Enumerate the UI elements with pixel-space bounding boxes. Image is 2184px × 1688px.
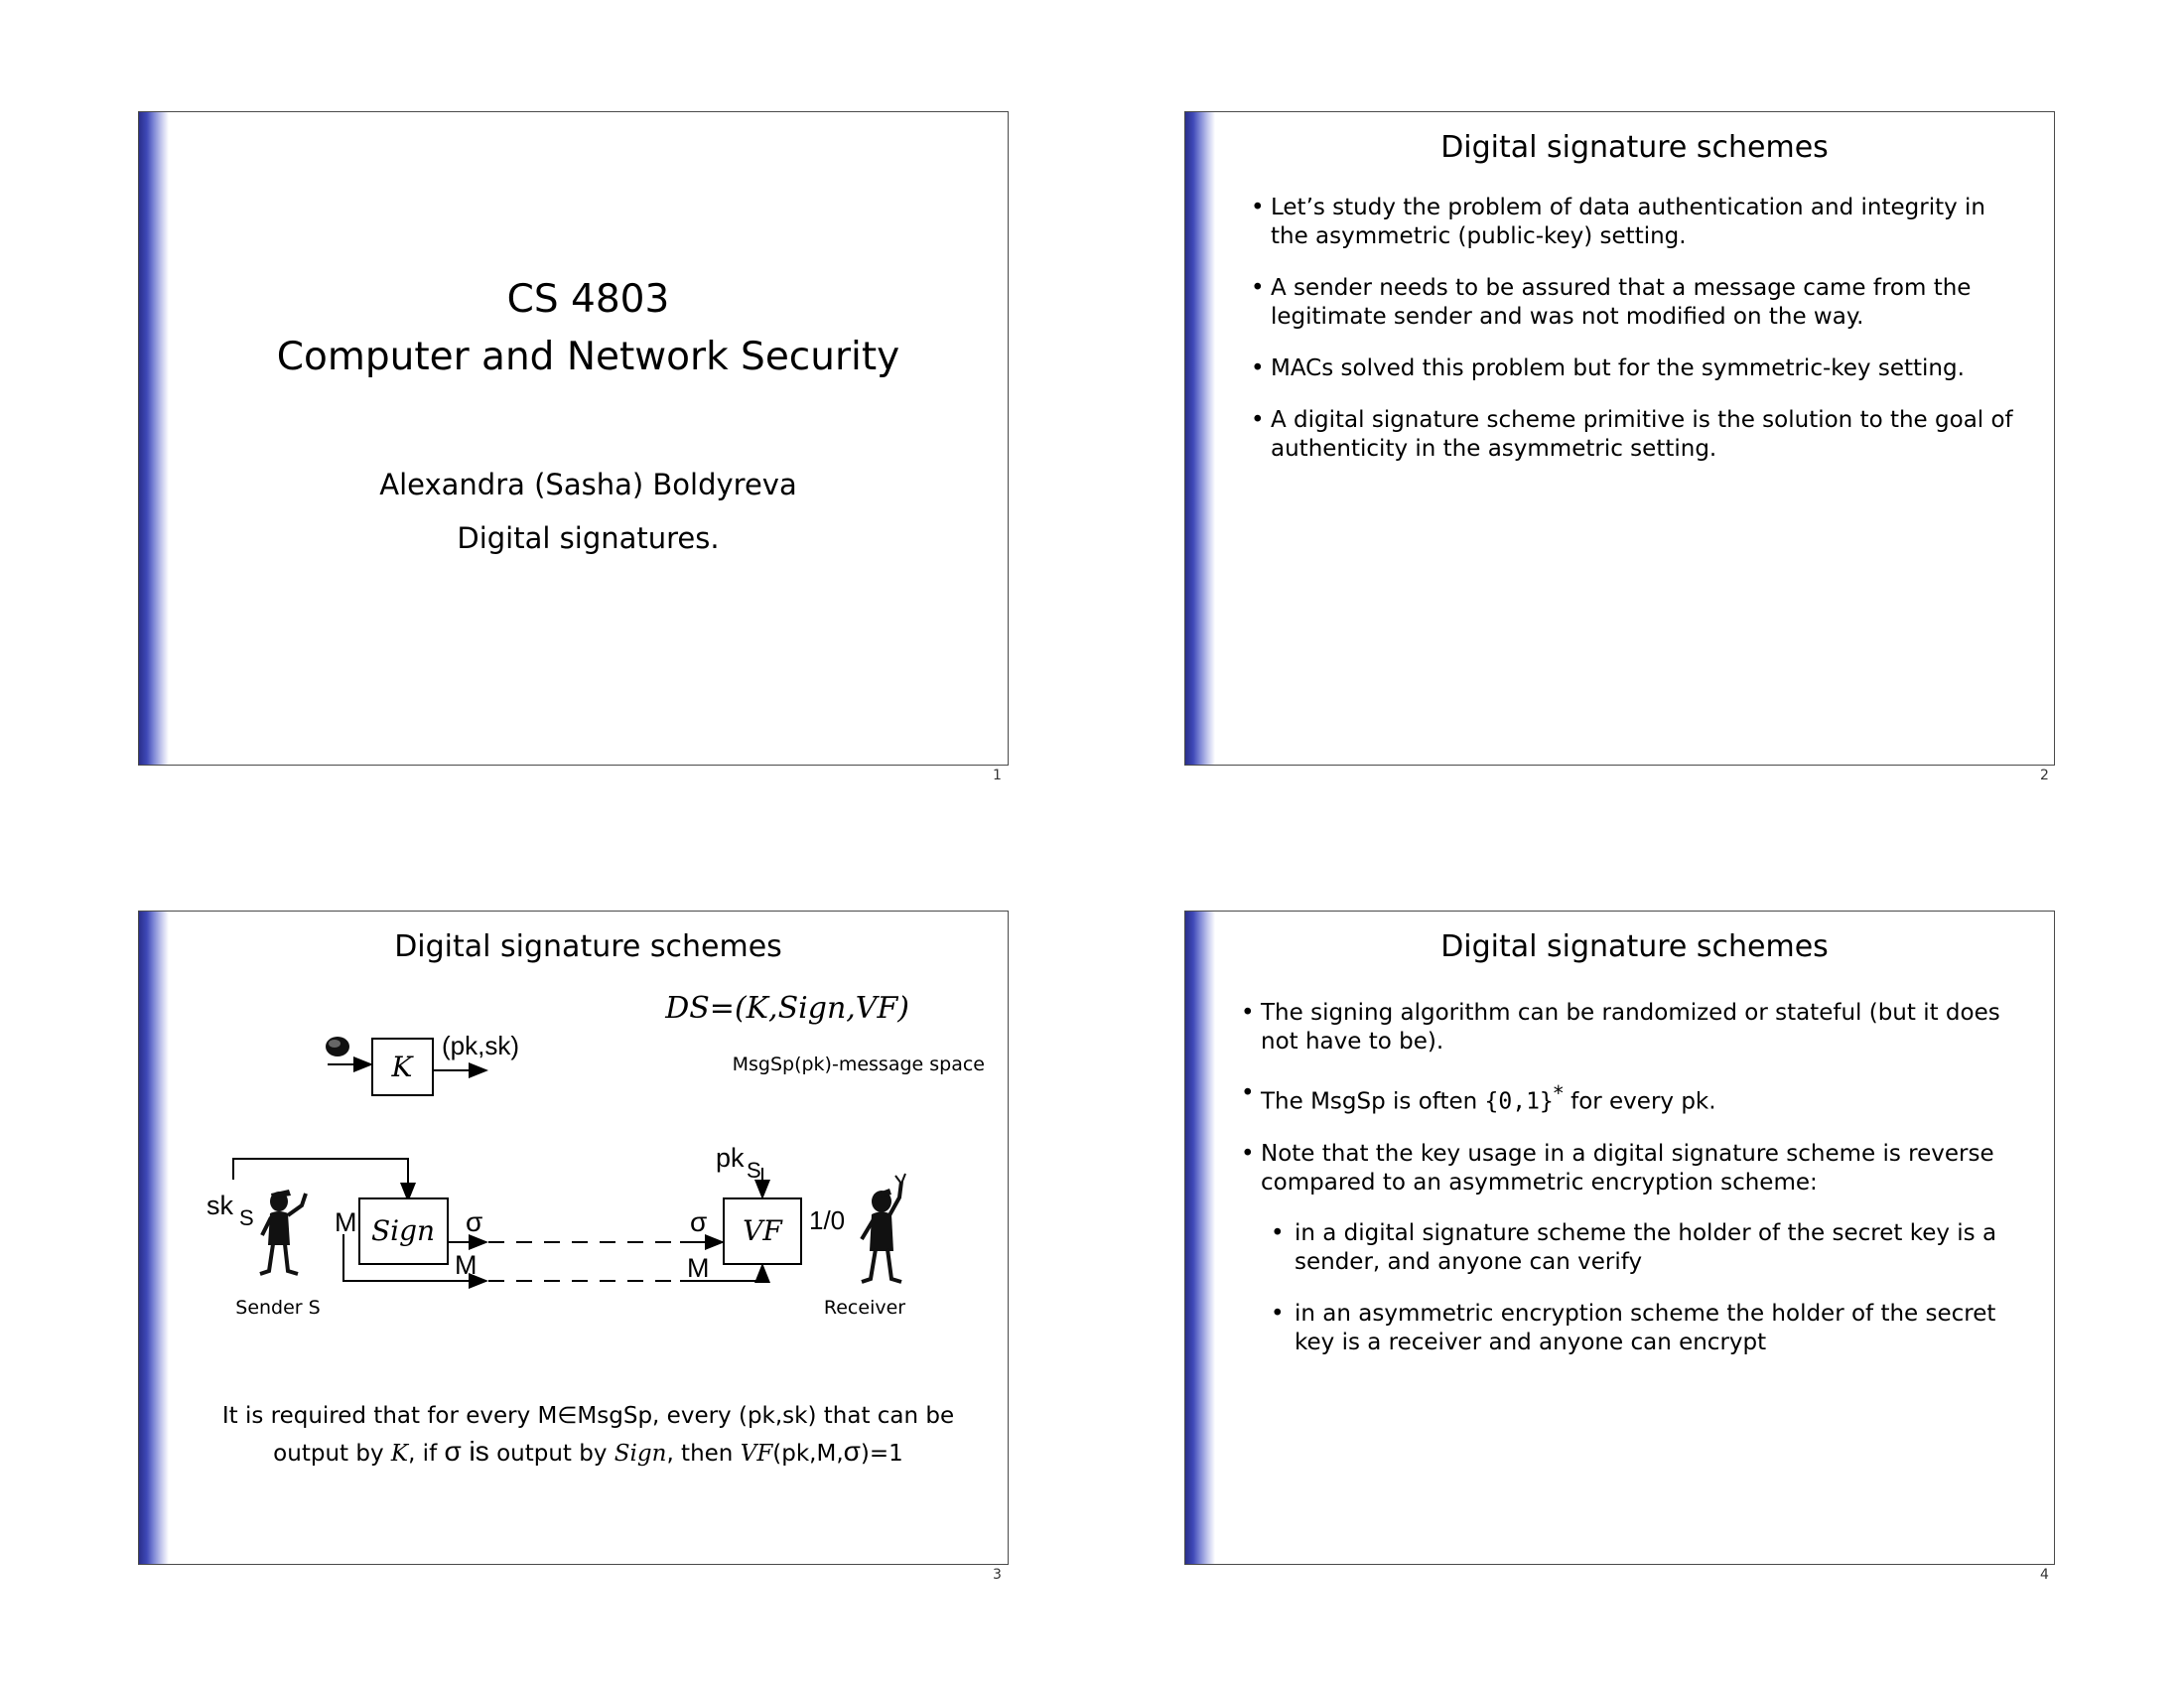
- bullet-item: [1241, 1140, 2014, 1357]
- receiver-figure-icon: [862, 1174, 905, 1282]
- bullet-list: [1251, 194, 2024, 487]
- verify-result-label: 1/0: [809, 1205, 846, 1235]
- sub-bullet-list: [1261, 1219, 2014, 1357]
- coin-icon: [326, 1037, 349, 1056]
- signature-scheme-diagram: [139, 912, 1009, 1388]
- message-space-label: MsgSp(pk)-message space: [732, 1054, 985, 1075]
- slide-1: [138, 111, 1009, 766]
- page-number: 3: [993, 1567, 1002, 1583]
- message-verify-label: M: [687, 1253, 710, 1283]
- req-vf: VF: [740, 1441, 773, 1467]
- binary-set: {0,1}: [1484, 1088, 1554, 1115]
- bullet-item: • MACs solved this problem but for the symmetric-key setting.: [1251, 354, 2024, 383]
- correctness-requirement: [169, 1398, 1008, 1472]
- req-text: )=1: [860, 1441, 903, 1467]
- sigma-output-label: σ: [466, 1206, 483, 1237]
- page-number: 4: [2040, 1567, 2049, 1583]
- req-text: , if: [408, 1441, 445, 1467]
- slide-accent-bar: [1185, 912, 1215, 1564]
- key-pair-label: (pk,sk): [442, 1031, 519, 1060]
- public-key-subscript: S: [747, 1158, 761, 1183]
- message-output-label: M: [455, 1250, 478, 1280]
- slide-accent-bar: [1185, 112, 1215, 765]
- bullet-text: Note that the key usage in a digital signature scheme is reverse compared to an asymmetric encryption scheme:: [1261, 1140, 1994, 1196]
- ds-definition: DS=(K,Sign,VF): [665, 991, 909, 1026]
- message-input-label: M: [335, 1207, 357, 1237]
- bullet-text: The MsgSp is often: [1261, 1088, 1485, 1115]
- sign-label: Sign: [370, 1214, 436, 1247]
- bullet-item: [1241, 1079, 2014, 1117]
- key-gen-label: K: [391, 1051, 413, 1083]
- bullet-text: for every pk.: [1563, 1088, 1716, 1115]
- slide-title: Digital signature schemes: [1440, 130, 1829, 165]
- lecture-topic: Digital signatures.: [457, 521, 720, 555]
- slide-accent-bar: [139, 112, 169, 765]
- course-title: Computer and Network Security: [276, 335, 900, 379]
- secret-key-arrow: [233, 1159, 408, 1200]
- req-sign: Sign: [614, 1441, 667, 1467]
- bullet-list: [1241, 999, 2014, 1380]
- page-number: 1: [993, 768, 1002, 783]
- req-k: K: [390, 1441, 409, 1467]
- page-number: 2: [2040, 768, 2049, 783]
- slide-2: [1184, 111, 2055, 766]
- slide-title: Digital signature schemes: [394, 929, 782, 964]
- requirement-line-2: [169, 1434, 1008, 1472]
- bullet-item: • The signing algorithm can be randomized or stateful (but it does not have to be).: [1241, 999, 2014, 1056]
- slide-title: Digital signature schemes: [1440, 929, 1829, 964]
- req-sigma: σ: [444, 1436, 462, 1467]
- sigma-input-label: σ: [690, 1206, 708, 1237]
- requirement-line-1: It is required that for every M∈MsgSp, every (pk,sk) that can be: [221, 1403, 955, 1429]
- bullet-item: • A sender needs to be assured that a message came from the legitimate sender and was not modified on the way.: [1251, 274, 2024, 332]
- slide-3: [138, 911, 1009, 1565]
- sub-bullet-item: • in a digital signature scheme the holder of the secret key is a sender, and anyone can verify: [1271, 1219, 2014, 1277]
- req-text: output by: [273, 1441, 391, 1467]
- req-text: , then: [666, 1441, 741, 1467]
- req-sigma: σ: [843, 1436, 861, 1467]
- bullet-item: • A digital signature scheme primitive is the solution to the goal of authenticity in the asymmetric setting.: [1251, 406, 2024, 464]
- author: Alexandra (Sasha) Boldyreva: [379, 468, 797, 501]
- req-is: is: [461, 1436, 489, 1467]
- secret-key-label: sk: [206, 1191, 233, 1220]
- course-code: CS 4803: [506, 277, 670, 322]
- req-text: (pk,M,: [772, 1441, 844, 1467]
- sender-label: Sender S: [235, 1297, 321, 1319]
- public-key-label: pk: [716, 1143, 745, 1173]
- sender-figure-icon: [260, 1190, 306, 1274]
- verify-label: VF: [743, 1214, 782, 1247]
- receiver-label: Receiver: [823, 1297, 906, 1319]
- req-text: output by: [488, 1441, 614, 1467]
- kleene-star: *: [1553, 1081, 1564, 1105]
- sub-bullet-item: • in an asymmetric encryption scheme the holder of the secret key is a receiver and anyone can encrypt: [1271, 1300, 2014, 1357]
- secret-key-subscript: S: [239, 1205, 254, 1230]
- bullet-item: • Let’s study the problem of data authentication and integrity in the asymmetric (public-key) setting.: [1251, 194, 2024, 251]
- slide-4: [1184, 911, 2055, 1565]
